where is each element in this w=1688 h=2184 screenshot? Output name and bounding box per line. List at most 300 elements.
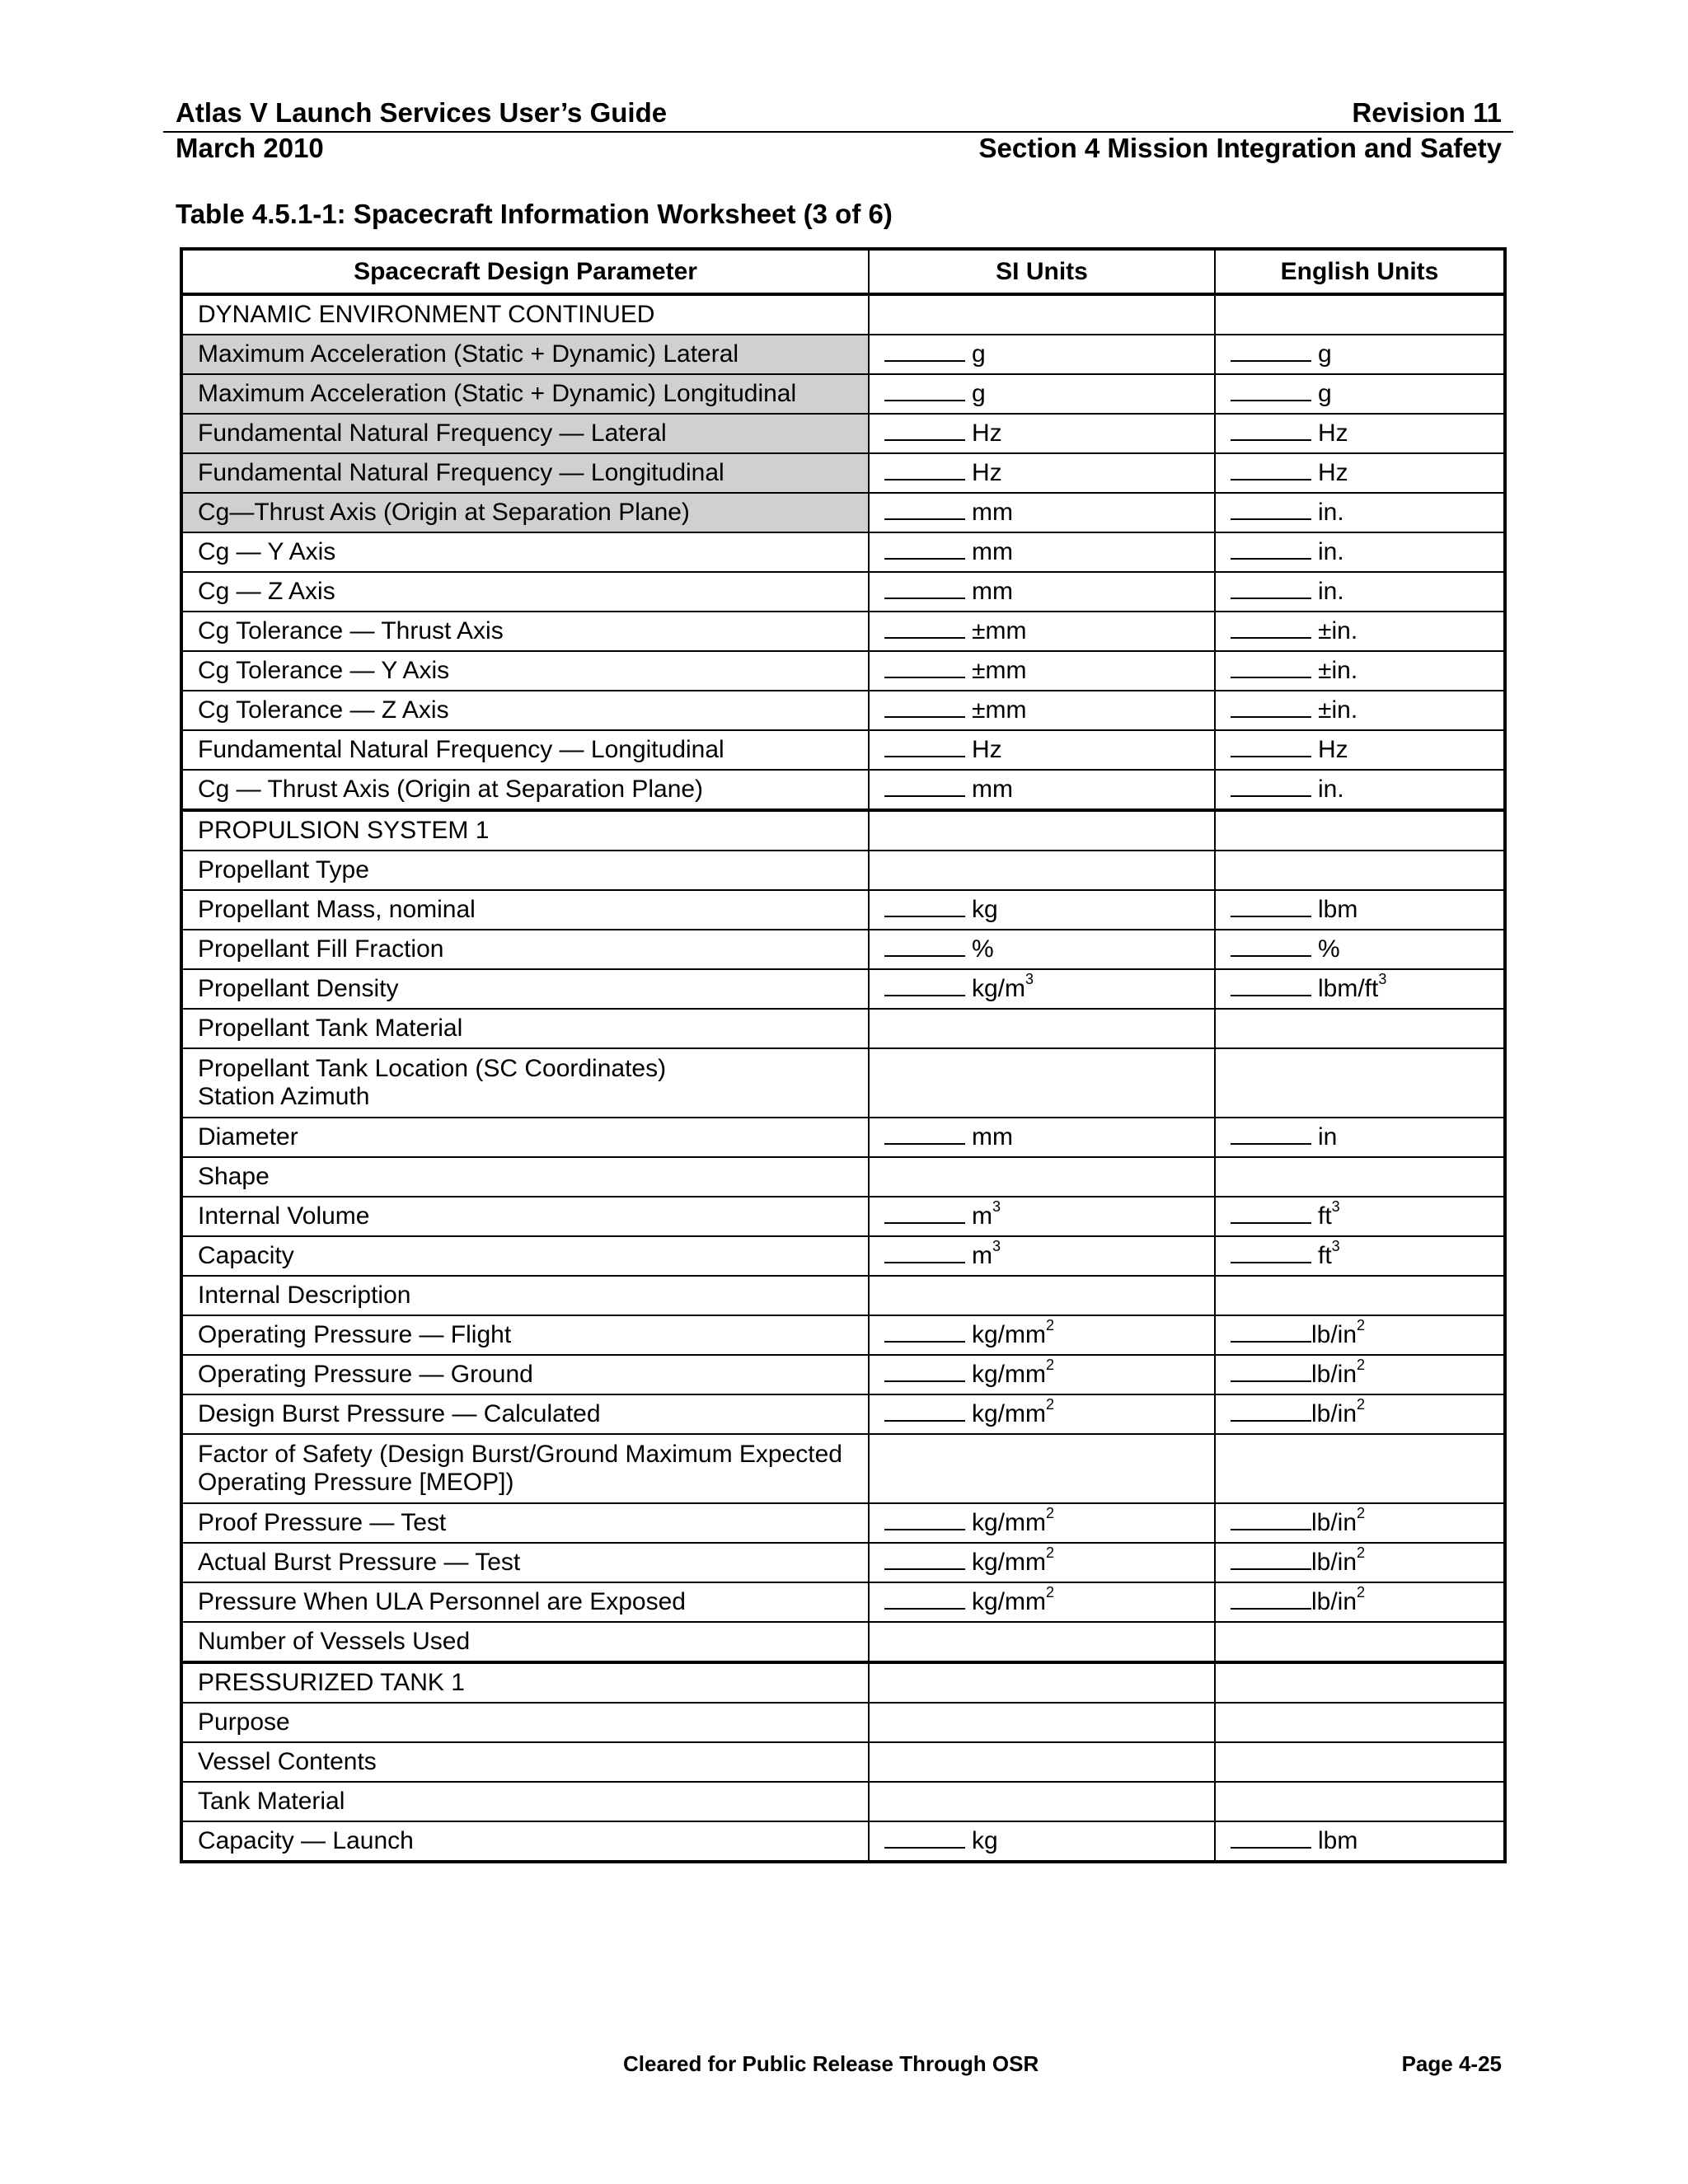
fill-in-blank[interactable] bbox=[1231, 419, 1311, 441]
table-row bbox=[181, 730, 1505, 770]
english-units-cell bbox=[1215, 1434, 1505, 1503]
parameter-label: Cg Tolerance — Z Axis bbox=[198, 696, 449, 724]
english-units-cell bbox=[1215, 453, 1505, 493]
si-units-cell bbox=[869, 810, 1215, 851]
unit-label: Hz bbox=[1318, 419, 1348, 447]
fill-in-blank[interactable] bbox=[1231, 538, 1311, 560]
english-units-cell bbox=[1215, 1503, 1505, 1543]
fill-in-blank[interactable] bbox=[884, 896, 965, 917]
si-units-cell bbox=[869, 851, 1215, 890]
parameter-label: Proof Pressure — Test bbox=[198, 1509, 447, 1536]
fill-in-blank[interactable] bbox=[884, 696, 965, 718]
english-units-cell bbox=[1215, 1118, 1505, 1157]
table-row bbox=[181, 335, 1505, 374]
parameter-cell bbox=[181, 1197, 869, 1236]
english-units-cell bbox=[1215, 294, 1505, 335]
si-units-cell bbox=[869, 1582, 1215, 1622]
table-row bbox=[181, 651, 1505, 691]
parameter-cell bbox=[181, 335, 869, 374]
table-row bbox=[181, 294, 1505, 335]
parameter-label-line-2: Operating Pressure [MEOP]) bbox=[198, 1469, 514, 1496]
si-units-cell bbox=[869, 1315, 1215, 1355]
parameter-cell bbox=[181, 851, 869, 890]
english-units-cell bbox=[1215, 1662, 1505, 1703]
unit-label: g bbox=[1318, 340, 1332, 368]
table-row bbox=[181, 1434, 1505, 1503]
document-date: March 2010 bbox=[176, 133, 324, 163]
parameter-cell bbox=[181, 374, 869, 414]
fill-in-blank[interactable] bbox=[884, 1361, 965, 1382]
table-row bbox=[181, 493, 1505, 532]
parameter-label: DYNAMIC ENVIRONMENT CONTINUED bbox=[198, 301, 655, 328]
table-row bbox=[181, 1503, 1505, 1543]
fill-in-blank[interactable] bbox=[884, 340, 965, 362]
si-units-cell bbox=[869, 1276, 1215, 1315]
parameter-cell bbox=[181, 810, 869, 851]
english-units-cell bbox=[1215, 1703, 1505, 1742]
fill-in-blank[interactable] bbox=[1231, 1400, 1311, 1422]
unit-label: % bbox=[1318, 935, 1340, 963]
table-row bbox=[181, 1662, 1505, 1703]
parameter-cell bbox=[181, 1703, 869, 1742]
parameter-label: Fundamental Natural Frequency — Longitudinal bbox=[198, 736, 724, 763]
si-units-cell bbox=[869, 572, 1215, 612]
table-row bbox=[181, 1622, 1505, 1662]
si-units-cell bbox=[869, 335, 1215, 374]
english-units-cell bbox=[1215, 1276, 1505, 1315]
unit-label: kg/mm bbox=[972, 1321, 1046, 1348]
english-units-cell bbox=[1215, 1197, 1505, 1236]
unit-exponent: 2 bbox=[1046, 1544, 1055, 1561]
parameter-cell bbox=[181, 1821, 869, 1862]
fill-in-blank[interactable] bbox=[884, 380, 965, 401]
fill-in-blank[interactable] bbox=[884, 1509, 965, 1530]
english-units-cell bbox=[1215, 730, 1505, 770]
parameter-label: Cg—Thrust Axis (Origin at Separation Plane) bbox=[198, 499, 690, 526]
parameter-label-line-2: Station Azimuth bbox=[198, 1083, 370, 1110]
parameter-cell bbox=[181, 1236, 869, 1276]
fill-in-blank[interactable] bbox=[1231, 578, 1311, 599]
parameter-cell bbox=[181, 1742, 869, 1782]
table-row bbox=[181, 691, 1505, 730]
parameter-cell bbox=[181, 770, 869, 810]
english-units-cell bbox=[1215, 691, 1505, 730]
parameter-cell bbox=[181, 532, 869, 572]
document-title: Atlas V Launch Services User’s Guide bbox=[176, 97, 668, 128]
fill-in-blank[interactable] bbox=[884, 736, 965, 757]
column-header-si-units: SI Units bbox=[869, 249, 1215, 294]
fill-in-blank[interactable] bbox=[1231, 380, 1311, 401]
unit-label: ±mm bbox=[972, 696, 1027, 724]
fill-in-blank[interactable] bbox=[1231, 1202, 1311, 1224]
unit-exponent: 3 bbox=[1331, 1198, 1340, 1215]
unit-exponent: 3 bbox=[1025, 971, 1034, 987]
english-units-cell bbox=[1215, 532, 1505, 572]
parameter-cell bbox=[181, 1048, 869, 1118]
english-units-cell bbox=[1215, 1543, 1505, 1582]
unit-label: ft bbox=[1318, 1202, 1332, 1230]
unit-label: in bbox=[1318, 1123, 1338, 1151]
unit-label: mm bbox=[972, 578, 1013, 605]
si-units-cell bbox=[869, 1742, 1215, 1782]
english-units-cell bbox=[1215, 930, 1505, 969]
fill-in-blank[interactable] bbox=[884, 975, 965, 996]
fill-in-blank[interactable] bbox=[1231, 1509, 1311, 1530]
si-units-cell bbox=[869, 532, 1215, 572]
parameter-cell bbox=[181, 1622, 869, 1662]
unit-label: g bbox=[972, 380, 986, 407]
fill-in-blank[interactable] bbox=[884, 1202, 965, 1224]
parameter-label: Cg — Thrust Axis (Origin at Separation Plane) bbox=[198, 776, 704, 803]
parameter-label: PROPULSION SYSTEM 1 bbox=[198, 817, 490, 844]
english-units-cell bbox=[1215, 770, 1505, 810]
unit-label: lb/in bbox=[1311, 1588, 1357, 1615]
si-units-cell bbox=[869, 651, 1215, 691]
unit-label: ±in. bbox=[1318, 657, 1358, 684]
si-units-cell bbox=[869, 1782, 1215, 1821]
si-units-cell bbox=[869, 612, 1215, 651]
fill-in-blank[interactable] bbox=[1231, 499, 1311, 520]
parameter-cell bbox=[181, 1662, 869, 1703]
english-units-cell bbox=[1215, 1742, 1505, 1782]
fill-in-blank[interactable] bbox=[884, 617, 965, 639]
parameter-cell bbox=[181, 1276, 869, 1315]
fill-in-blank[interactable] bbox=[1231, 975, 1311, 996]
english-units-cell bbox=[1215, 1394, 1505, 1434]
table-row bbox=[181, 1821, 1505, 1862]
english-units-cell bbox=[1215, 1355, 1505, 1394]
table-row bbox=[181, 1703, 1505, 1742]
table-row bbox=[181, 414, 1505, 453]
unit-label: ft bbox=[1318, 1242, 1332, 1269]
unit-label: in. bbox=[1318, 538, 1344, 565]
si-units-cell bbox=[869, 1622, 1215, 1662]
spacecraft-worksheet-table bbox=[180, 247, 1507, 1863]
fill-in-blank[interactable] bbox=[884, 1123, 965, 1145]
fill-in-blank[interactable] bbox=[884, 1588, 965, 1610]
fill-in-blank[interactable] bbox=[884, 1321, 965, 1343]
unit-exponent: 2 bbox=[1357, 1396, 1366, 1413]
parameter-label: Purpose bbox=[198, 1708, 290, 1736]
parameter-cell bbox=[181, 1355, 869, 1394]
unit-exponent: 2 bbox=[1046, 1396, 1055, 1413]
parameter-label: Cg — Y Axis bbox=[198, 538, 336, 565]
fill-in-blank[interactable] bbox=[1231, 1123, 1311, 1145]
parameter-cell bbox=[181, 453, 869, 493]
fill-in-blank[interactable] bbox=[884, 776, 965, 797]
unit-label: kg/mm bbox=[972, 1509, 1046, 1536]
parameter-label: Diameter bbox=[198, 1123, 298, 1151]
parameter-cell bbox=[181, 651, 869, 691]
table-row bbox=[181, 1048, 1505, 1118]
english-units-cell bbox=[1215, 1622, 1505, 1662]
unit-exponent: 3 bbox=[992, 1198, 1001, 1215]
unit-label: in. bbox=[1318, 499, 1344, 526]
parameter-cell bbox=[181, 294, 869, 335]
parameter-cell bbox=[181, 1315, 869, 1355]
table-row bbox=[181, 1276, 1505, 1315]
table-row bbox=[181, 890, 1505, 930]
fill-in-blank[interactable] bbox=[1231, 696, 1311, 718]
parameter-label: Propellant Tank Material bbox=[198, 1015, 463, 1042]
unit-label: lb/in bbox=[1311, 1400, 1357, 1427]
fill-in-blank[interactable] bbox=[1231, 1588, 1311, 1610]
parameter-cell bbox=[181, 691, 869, 730]
parameter-cell bbox=[181, 572, 869, 612]
parameter-cell bbox=[181, 414, 869, 453]
si-units-cell bbox=[869, 1048, 1215, 1118]
unit-label: lbm/ft bbox=[1318, 975, 1379, 1002]
unit-label: kg/m bbox=[972, 975, 1026, 1002]
unit-label: lb/in bbox=[1311, 1549, 1357, 1576]
table-row bbox=[181, 1315, 1505, 1355]
english-units-cell bbox=[1215, 969, 1505, 1009]
table-row bbox=[181, 572, 1505, 612]
english-units-cell bbox=[1215, 1236, 1505, 1276]
fill-in-blank[interactable] bbox=[884, 657, 965, 678]
unit-exponent: 2 bbox=[1046, 1317, 1055, 1333]
release-statement: Cleared for Public Release Through OSR bbox=[623, 2051, 1039, 2076]
unit-label: lb/in bbox=[1311, 1321, 1357, 1348]
fill-in-blank[interactable] bbox=[1231, 896, 1311, 917]
unit-label: m bbox=[972, 1242, 992, 1269]
english-units-cell bbox=[1215, 1782, 1505, 1821]
table-header-row bbox=[181, 249, 1505, 294]
unit-label: % bbox=[972, 935, 994, 963]
si-units-cell bbox=[869, 1543, 1215, 1582]
si-units-cell bbox=[869, 770, 1215, 810]
parameter-label: Cg — Z Axis bbox=[198, 578, 335, 605]
unit-exponent: 3 bbox=[1331, 1238, 1340, 1254]
si-units-cell bbox=[869, 1434, 1215, 1503]
unit-exponent: 2 bbox=[1046, 1584, 1055, 1601]
table-row bbox=[181, 1582, 1505, 1622]
fill-in-blank[interactable] bbox=[1231, 776, 1311, 797]
table-row bbox=[181, 1782, 1505, 1821]
parameter-cell bbox=[181, 493, 869, 532]
column-header-parameter: Spacecraft Design Parameter bbox=[181, 249, 869, 294]
si-units-cell bbox=[869, 1703, 1215, 1742]
english-units-cell bbox=[1215, 1315, 1505, 1355]
si-units-cell bbox=[869, 691, 1215, 730]
table-row bbox=[181, 770, 1505, 810]
english-units-cell bbox=[1215, 493, 1505, 532]
fill-in-blank[interactable] bbox=[1231, 1242, 1311, 1263]
unit-label: ±mm bbox=[972, 617, 1027, 644]
si-units-cell bbox=[869, 1394, 1215, 1434]
unit-exponent: 2 bbox=[1357, 1317, 1366, 1333]
si-units-cell bbox=[869, 374, 1215, 414]
parameter-cell bbox=[181, 1582, 869, 1622]
fill-in-blank[interactable] bbox=[884, 1400, 965, 1422]
parameter-label: Design Burst Pressure — Calculated bbox=[198, 1400, 601, 1427]
unit-label: Hz bbox=[972, 419, 1002, 447]
fill-in-blank[interactable] bbox=[1231, 1321, 1311, 1343]
unit-exponent: 2 bbox=[1357, 1544, 1366, 1561]
table-row bbox=[181, 1197, 1505, 1236]
fill-in-blank[interactable] bbox=[1231, 1361, 1311, 1382]
unit-label: lbm bbox=[1318, 896, 1358, 923]
fill-in-blank[interactable] bbox=[1231, 1827, 1311, 1849]
fill-in-blank[interactable] bbox=[884, 578, 965, 599]
english-units-cell bbox=[1215, 651, 1505, 691]
fill-in-blank[interactable] bbox=[1231, 657, 1311, 678]
english-units-cell bbox=[1215, 1009, 1505, 1048]
fill-in-blank[interactable] bbox=[1231, 617, 1311, 639]
unit-label: g bbox=[1318, 380, 1332, 407]
unit-label: in. bbox=[1318, 776, 1344, 803]
parameter-label: Cg Tolerance — Thrust Axis bbox=[198, 617, 504, 644]
unit-exponent: 2 bbox=[1046, 1505, 1055, 1521]
unit-label: mm bbox=[972, 499, 1013, 526]
parameter-cell bbox=[181, 730, 869, 770]
unit-exponent: 2 bbox=[1357, 1584, 1366, 1601]
si-units-cell bbox=[869, 1118, 1215, 1157]
unit-label: lb/in bbox=[1311, 1509, 1357, 1536]
unit-exponent: 3 bbox=[992, 1238, 1001, 1254]
parameter-label: Tank Material bbox=[198, 1788, 345, 1815]
parameter-label: Maximum Acceleration (Static + Dynamic) Longitudinal bbox=[198, 380, 797, 407]
english-units-cell bbox=[1215, 612, 1505, 651]
parameter-label: Actual Burst Pressure — Test bbox=[198, 1549, 521, 1576]
section-title: Section 4 Mission Integration and Safety bbox=[978, 133, 1502, 163]
english-units-cell bbox=[1215, 890, 1505, 930]
fill-in-blank[interactable] bbox=[884, 499, 965, 520]
si-units-cell bbox=[869, 1197, 1215, 1236]
si-units-cell bbox=[869, 1355, 1215, 1394]
fill-in-blank[interactable] bbox=[1231, 340, 1311, 362]
table-caption: Table 4.5.1-1: Spacecraft Information Worksheet (3 of 6) bbox=[176, 199, 893, 229]
parameter-cell bbox=[181, 1543, 869, 1582]
table-row bbox=[181, 969, 1505, 1009]
parameter-label: Pressure When ULA Personnel are Exposed bbox=[198, 1588, 686, 1615]
si-units-cell bbox=[869, 493, 1215, 532]
unit-label: in. bbox=[1318, 578, 1344, 605]
fill-in-blank[interactable] bbox=[1231, 736, 1311, 757]
parameter-label: PRESSURIZED TANK 1 bbox=[198, 1669, 465, 1696]
english-units-cell bbox=[1215, 851, 1505, 890]
unit-label: Hz bbox=[972, 459, 1002, 486]
parameter-label: Internal Description bbox=[198, 1282, 411, 1309]
parameter-cell bbox=[181, 1118, 869, 1157]
parameter-label: Shape bbox=[198, 1163, 270, 1190]
fill-in-blank[interactable] bbox=[1231, 1549, 1311, 1570]
unit-label: lb/in bbox=[1311, 1361, 1357, 1388]
unit-label: kg/mm bbox=[972, 1400, 1046, 1427]
si-units-cell bbox=[869, 1503, 1215, 1543]
unit-exponent: 2 bbox=[1046, 1357, 1055, 1373]
parameter-cell bbox=[181, 1157, 869, 1197]
english-units-cell bbox=[1215, 1048, 1505, 1118]
table-row bbox=[181, 1742, 1505, 1782]
fill-in-blank[interactable] bbox=[884, 935, 965, 957]
english-units-cell bbox=[1215, 572, 1505, 612]
fill-in-blank[interactable] bbox=[884, 419, 965, 441]
parameter-cell bbox=[181, 890, 869, 930]
unit-label: lbm bbox=[1318, 1827, 1358, 1854]
fill-in-blank[interactable] bbox=[884, 1549, 965, 1570]
parameter-cell bbox=[181, 930, 869, 969]
unit-label: Hz bbox=[972, 736, 1002, 763]
parameter-label: Number of Vessels Used bbox=[198, 1628, 471, 1655]
unit-label: kg bbox=[972, 896, 998, 923]
parameter-label: Fundamental Natural Frequency — Longitudinal bbox=[198, 459, 724, 486]
parameter-label: Operating Pressure — Ground bbox=[198, 1361, 533, 1388]
column-header-english-units: English Units bbox=[1215, 249, 1505, 294]
si-units-cell bbox=[869, 1821, 1215, 1862]
parameter-label: Capacity bbox=[198, 1242, 294, 1269]
english-units-cell bbox=[1215, 810, 1505, 851]
table-row bbox=[181, 1355, 1505, 1394]
parameter-label: Propellant Mass, nominal bbox=[198, 896, 476, 923]
table-row bbox=[181, 1157, 1505, 1197]
table-row bbox=[181, 810, 1505, 851]
parameter-label: Propellant Fill Fraction bbox=[198, 935, 444, 963]
fill-in-blank[interactable] bbox=[884, 459, 965, 480]
unit-exponent: 3 bbox=[1378, 971, 1387, 987]
parameter-label: Vessel Contents bbox=[198, 1748, 377, 1775]
fill-in-blank[interactable] bbox=[884, 1242, 965, 1263]
unit-label: kg/mm bbox=[972, 1361, 1046, 1388]
revision-label: Revision 11 bbox=[1352, 97, 1502, 128]
table-row bbox=[181, 1394, 1505, 1434]
unit-label: ±mm bbox=[972, 657, 1027, 684]
unit-exponent: 2 bbox=[1357, 1357, 1366, 1373]
parameter-label: Internal Volume bbox=[198, 1202, 370, 1230]
table-row bbox=[181, 1236, 1505, 1276]
table-row bbox=[181, 851, 1505, 890]
unit-label: Hz bbox=[1318, 459, 1348, 486]
si-units-cell bbox=[869, 730, 1215, 770]
si-units-cell bbox=[869, 1236, 1215, 1276]
parameter-label: Operating Pressure — Flight bbox=[198, 1321, 512, 1348]
parameter-cell bbox=[181, 1434, 869, 1503]
si-units-cell bbox=[869, 1009, 1215, 1048]
unit-label: Hz bbox=[1318, 736, 1348, 763]
fill-in-blank[interactable] bbox=[1231, 935, 1311, 957]
page-number: Page 4-25 bbox=[1401, 2051, 1502, 2076]
parameter-cell bbox=[181, 1782, 869, 1821]
si-units-cell bbox=[869, 1662, 1215, 1703]
english-units-cell bbox=[1215, 1821, 1505, 1862]
english-units-cell bbox=[1215, 414, 1505, 453]
si-units-cell bbox=[869, 969, 1215, 1009]
parameter-label: Propellant Type bbox=[198, 856, 369, 883]
unit-label: kg/mm bbox=[972, 1549, 1046, 1576]
parameter-label: Factor of Safety (Design Burst/Ground Maximum Expected bbox=[198, 1441, 842, 1468]
unit-exponent: 2 bbox=[1357, 1505, 1366, 1521]
table-row bbox=[181, 374, 1505, 414]
si-units-cell bbox=[869, 930, 1215, 969]
fill-in-blank[interactable] bbox=[1231, 459, 1311, 480]
parameter-cell bbox=[181, 969, 869, 1009]
fill-in-blank[interactable] bbox=[884, 1827, 965, 1849]
unit-label: mm bbox=[972, 1123, 1013, 1151]
si-units-cell bbox=[869, 294, 1215, 335]
table-row bbox=[181, 532, 1505, 572]
table-row bbox=[181, 612, 1505, 651]
unit-label: ±in. bbox=[1318, 696, 1358, 724]
fill-in-blank[interactable] bbox=[884, 538, 965, 560]
table-row bbox=[181, 930, 1505, 969]
unit-label: ±in. bbox=[1318, 617, 1358, 644]
english-units-cell bbox=[1215, 374, 1505, 414]
unit-label: kg bbox=[972, 1827, 998, 1854]
table-row bbox=[181, 1118, 1505, 1157]
si-units-cell bbox=[869, 453, 1215, 493]
table-row bbox=[181, 1009, 1505, 1048]
parameter-cell bbox=[181, 612, 869, 651]
